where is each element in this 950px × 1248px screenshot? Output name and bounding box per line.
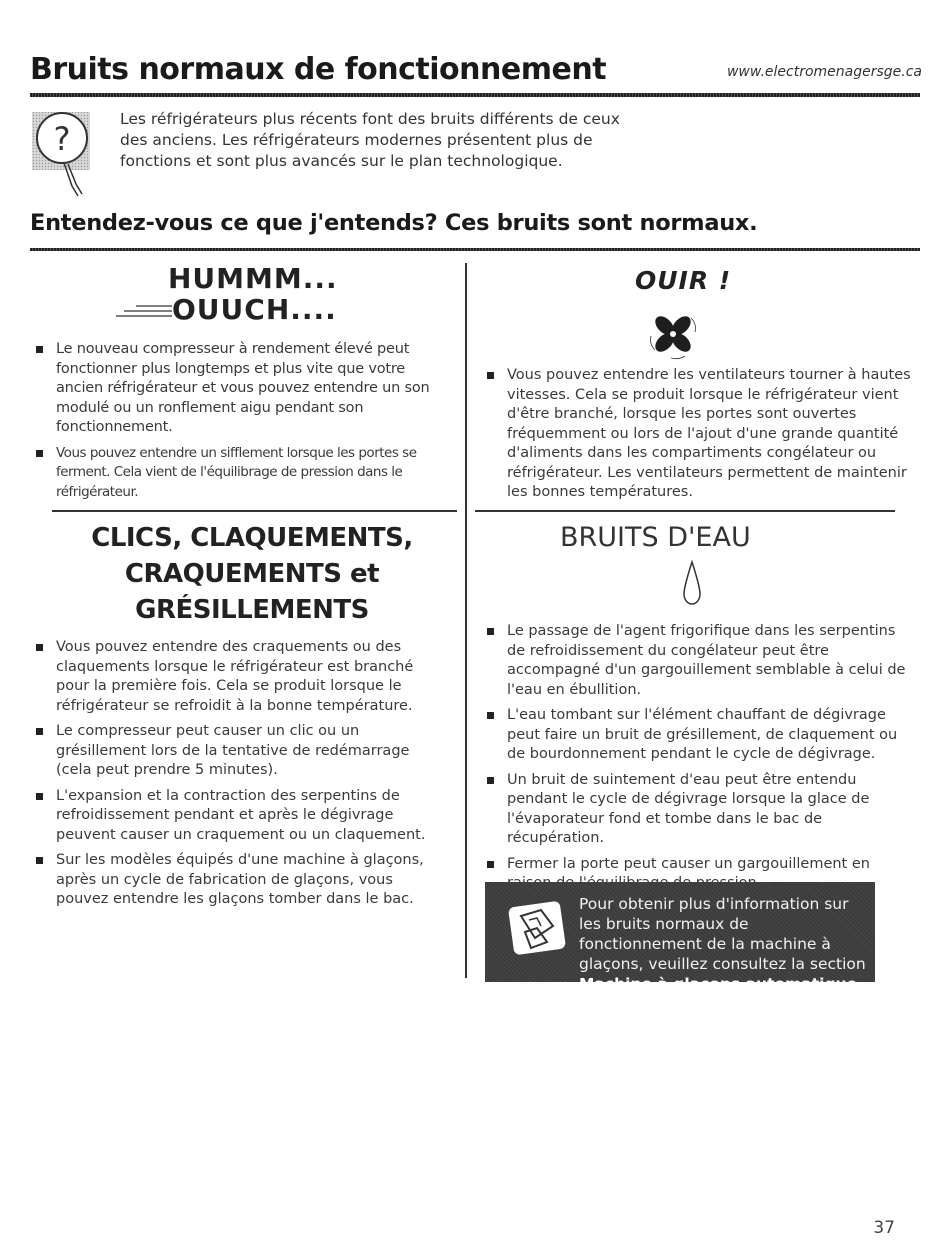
clics-list: [34, 638, 449, 916]
ice-cubes-icon: [507, 898, 567, 958]
speed-lines-icon: [116, 302, 172, 322]
column-divider: [465, 263, 467, 978]
hummm-list: [34, 340, 439, 508]
callout-body: Pour obtenir plus d'information sur les bruits normaux de fonctionnement de la machine à glaçons, veuillez consultez la section: [579, 895, 866, 973]
intro-text: Les réfrigérateurs plus récents font des bruits différents de ceux des anciens. Les réfrigérateurs modernes présentent plus de fonctions et sont plus avancés sur le plan technologique.: [120, 110, 620, 170]
subtitle-divider: [30, 248, 920, 251]
list-item: Un bruit de suintement d'eau peut être entendu pendant le cycle de dégivrage lorsque la glace de l'évaporateur fond et tombe dans le bac de récupération.: [485, 771, 915, 849]
svg-text:?: ?: [53, 120, 71, 158]
clics-heading: [52, 520, 452, 628]
list-item: Sur les modèles équipés d'une machine à glaçons, après un cycle de fabrication de glaçons, vous pouvez entendre les glaçons tomber dans le bac.: [34, 851, 449, 910]
list-item: Vous pouvez entendre un sifflement lorsque les portes se ferment. Cela vient de l'équilibrage de pression dans le réfrigérateur.: [34, 444, 439, 503]
clics-heading-line: CRAQUEMENTS et: [124, 559, 380, 589]
water-drop-icon: [680, 560, 704, 606]
page-title: Bruits normaux de fonctionnement: [30, 52, 607, 87]
row-divider-right: [475, 510, 895, 512]
clics-heading-line: GRÉSILLEMENTS: [135, 595, 369, 625]
page-number: 37: [873, 1218, 895, 1238]
list-item: Vous pouvez entendre des craquements ou des claquements lorsque le réfrigérateur est branché pour la première fois. Cela se produit lorsque le réfrigérateur se refroidit à la bonne température.: [34, 638, 449, 716]
website-url[interactable]: www.electromenagersge.ca: [726, 64, 922, 80]
eau-heading: BRUITS D'EAU: [560, 522, 751, 553]
list-item: Vous pouvez entendre les ventilateurs tourner à hautes vitesses. Cela se produit lorsque le réfrigérateur vient d'être branché, lorsque les portes sont ouvertes fréquemment ou lors de l'ajout d'une grande quantité d'aliments dans les compartiments congélateur ou réfrigérateur. Les ventilateurs permettent de maintenir les bonnes températures.: [485, 366, 925, 503]
question-icon: [32, 108, 94, 200]
clics-heading-line: CLICS, CLAQUEMENTS,: [91, 523, 413, 553]
hummm-heading: HUMMM...: [168, 262, 338, 295]
ouir-list: [485, 366, 925, 509]
list-item: Le compresseur peut causer un clic ou un grésillement lors de la tentative de redémarrage (cela peut prendre 5 minutes).: [34, 722, 449, 781]
section-subtitle: Entendez-vous ce que j'entends? Ces bruits sont normaux.: [30, 210, 758, 236]
callout-link[interactable]: Machine à glaçons automatique.: [579, 975, 863, 993]
fan-icon: [645, 306, 701, 362]
list-item: L'eau tombant sur l'élément chauffant de dégivrage peut faire un bruit de grésillement, de claquement ou de bourdonnement pendant le cycle de dégivrage.: [485, 706, 915, 765]
callout-text: [579, 894, 869, 994]
eau-list: [485, 622, 915, 900]
ouir-heading: OUIR !: [635, 266, 732, 295]
list-item: L'expansion et la contraction des serpentins de refroidissement pendant et après le dégivrage peuvent causer un craquement ou un claquement.: [34, 787, 449, 846]
list-item: Le nouveau compresseur à rendement élevé peut fonctionner plus longtemps et plus vite que votre ancien réfrigérateur et vous pouvez entendre un son modulé ou un ronflement aigu pendant son fonctionnement.: [34, 340, 439, 438]
header-divider: [30, 93, 920, 97]
list-item: Le passage de l'agent frigorifique dans les serpentins de refroidissement du congélateur peut être accompagné d'un gargouillement semblable à celui de l'eau en ébullition.: [485, 622, 915, 700]
list-item: Fermer la porte peut causer un gargouillement en: [485, 855, 915, 894]
ouuch-heading: OUUCH....: [172, 293, 337, 326]
row-divider-left: [52, 510, 457, 512]
ice-maker-callout: [485, 882, 875, 993]
